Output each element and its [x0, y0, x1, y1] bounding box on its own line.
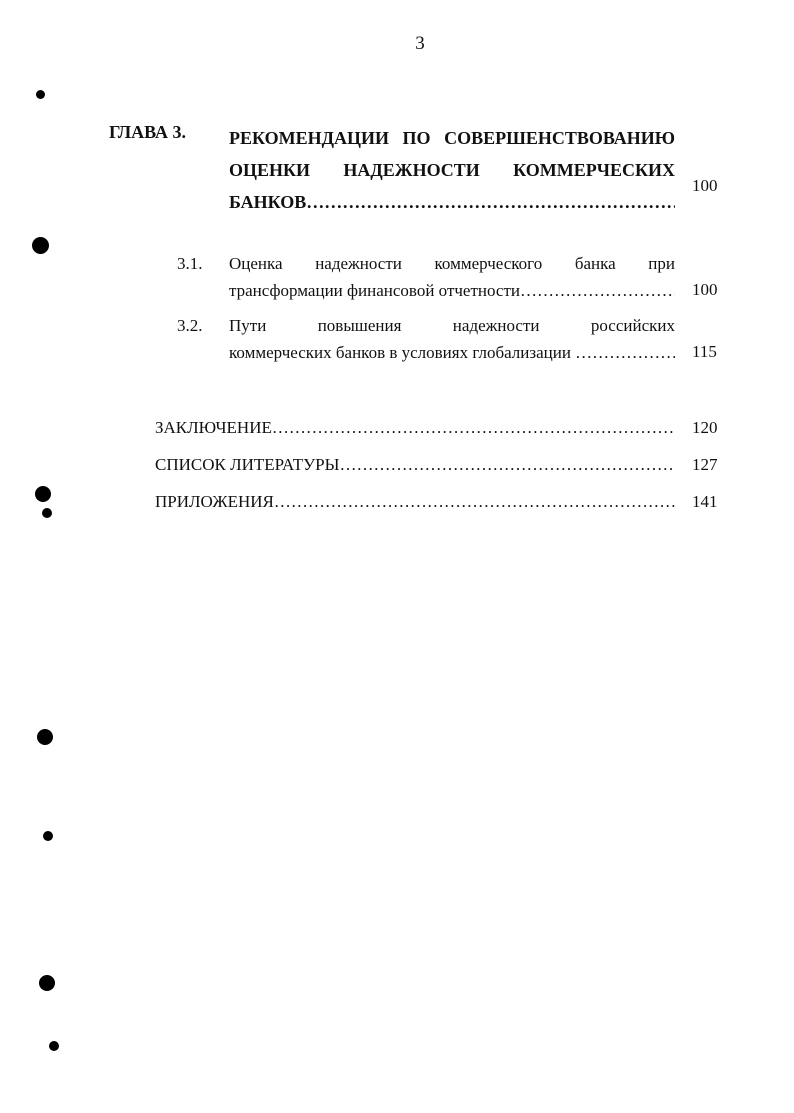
section-title-line: Оценка надежности коммерческого банка при	[229, 254, 675, 273]
section-title	[229, 250, 675, 304]
binder-hole	[42, 508, 52, 518]
binder-hole	[43, 831, 53, 841]
toc-entry-appendices: ПРИЛОЖЕНИЯ ……………………………………………………………………………………………………	[155, 492, 675, 512]
chapter-title-line: ОЦЕНКИ НАДЕЖНОСТИ КОММЕРЧЕСКИХ	[229, 160, 675, 180]
chapter-page: 100	[692, 176, 718, 195]
toc-entry-references: СПИСОК ЛИТЕРАТУРЫ ……………………………………………………………………………………………………	[155, 455, 675, 475]
toc-entry-page: 120	[692, 418, 718, 437]
section-number: 3.1.	[177, 254, 203, 273]
section-title	[229, 312, 675, 366]
binder-hole	[39, 975, 55, 991]
chapter-title-line: РЕКОМЕНДАЦИИ ПО СОВЕРШЕНСТВОВАНИЮ	[229, 128, 675, 148]
binder-hole	[37, 729, 53, 745]
section-title-line: трансформации финансовой отчетности ……………………………………………………………………………………………………	[229, 277, 675, 304]
toc-entry-page: 127	[692, 455, 718, 474]
page-number: 3	[415, 33, 425, 54]
chapter-title-line: БАНКОВ ……………………………………………………………………………………………………	[229, 186, 675, 218]
binder-hole	[32, 237, 49, 254]
binder-hole	[49, 1041, 59, 1051]
section-number: 3.2.	[177, 316, 203, 335]
section-page: 100	[692, 280, 718, 299]
toc-entry-page: 141	[692, 492, 718, 511]
section-title-line: Пути повышения надежности российских	[229, 316, 675, 335]
chapter-title	[229, 122, 675, 218]
toc-entry-conclusion: ЗАКЛЮЧЕНИЕ ……………………………………………………………………………………………………	[155, 418, 675, 438]
binder-hole	[36, 90, 45, 99]
binder-hole	[35, 486, 51, 502]
chapter-label: ГЛАВА 3.	[109, 122, 187, 142]
section-page: 115	[692, 342, 717, 361]
section-title-line: коммерческих банков в условиях глобализации ……………………………………………………………………………………………………	[229, 339, 675, 366]
